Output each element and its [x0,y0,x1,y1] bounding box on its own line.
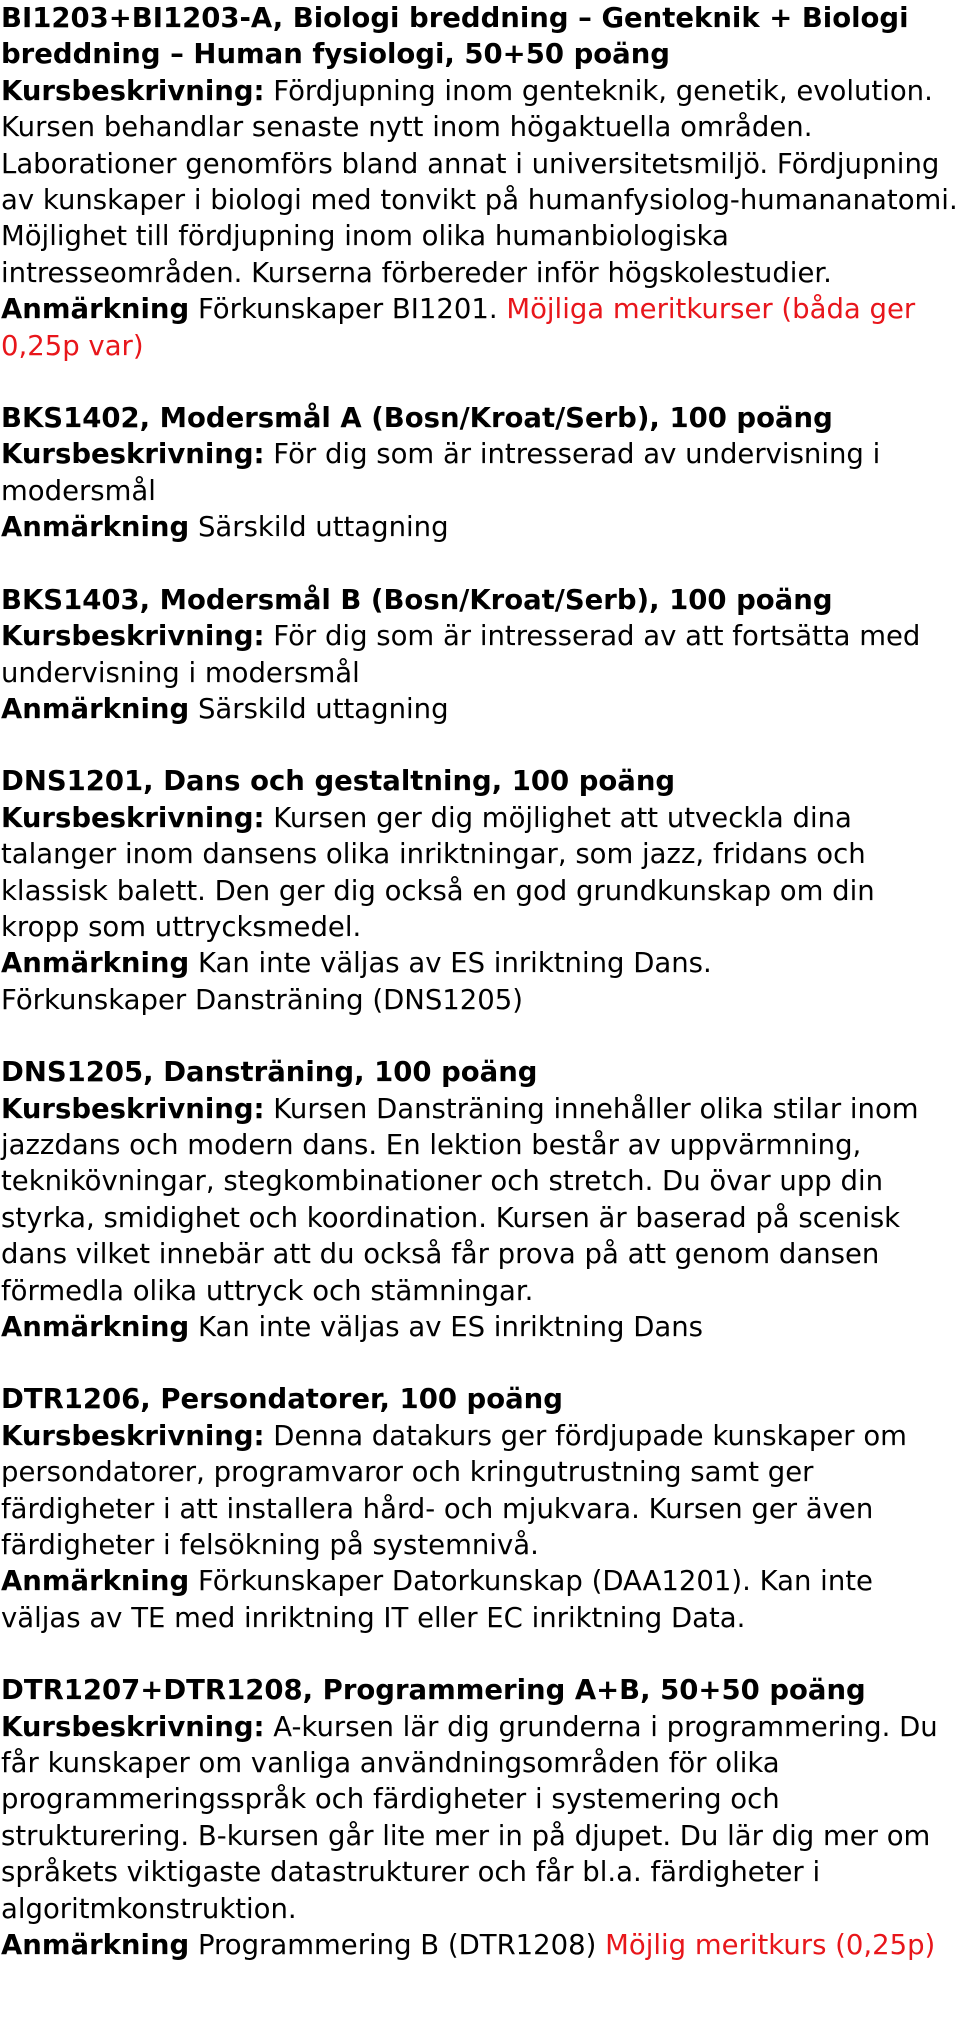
description-label: Kursbeskrivning: [1,1419,265,1452]
description-label: Kursbeskrivning: [1,1092,265,1125]
note-text: Kan inte väljas av ES inriktning Dans [197,1311,704,1343]
description-text: För dig som är intresserad av undervisning i modersmål [1,438,881,507]
course-note [1,691,959,727]
description-text: För dig som är intresserad av att fortsätta med undervisning i modersmål [1,620,921,689]
note-label: Anmärkning [1,293,190,326]
note-text: Särskild uttagning [197,692,449,725]
course-entry [1,400,959,546]
course-entry [1,0,959,364]
course-title: BKS1403, Modersmål B (Bosn/Kroat/Serb), 100 poäng [1,583,833,616]
description-label: Kursbeskrivning: [1,801,265,834]
merit-note: Möjliga meritkurser (båda ger 0,25p var) [1,293,916,362]
note-text: Förkunskaper BI1201. [197,293,498,326]
course-entry [1,582,959,728]
description-text: Denna datakurs ger fördjupade kunskaper om persondatorer, programvaror och kringutrustning samt ger färdigheter i att installera hård- och mjukvara. Kursen ger även färdigheter i felsökning på systemnivå. [1,1419,907,1562]
course-prerequisite: Förkunskaper Dansträning (DNS1205) [1,983,524,1016]
course-note [1,1927,959,1963]
course-description [1,800,959,946]
course-description [1,618,959,691]
course-note [1,1563,959,1636]
course-entry [1,1381,959,1636]
course-note [1,291,959,364]
description-label: Kursbeskrivning: [1,74,265,107]
note-label: Anmärkning [1,1929,190,1962]
description-label: Kursbeskrivning: [1,620,265,653]
course-description [1,1091,959,1309]
course-title: DTR1206, Persondatorer, 100 poäng [1,1383,563,1416]
note-text: Programmering B (DTR1208) [197,1929,597,1962]
course-description [1,436,959,509]
course-entry [1,763,959,1018]
note-text: Förkunskaper Datorkunskap (DAA1201). Kan inte väljas av TE med inriktning IT eller EC inriktning Data. [1,1565,873,1634]
note-label: Anmärkning [1,692,190,725]
course-title: BI1203+BI1203-A, Biologi breddning – Genteknik + Biologi breddning – Human fysiologi, 50+50 poäng [1,2,909,71]
course-description [1,1418,959,1564]
merit-note: Möjlig meritkurs (0,25p) [605,1929,936,1962]
description-text: Kursen ger dig möjlighet att utveckla dina talanger inom dansens olika inriktningar, som jazz, fridans och klassisk balett. Den ger dig också en god grundkunskap om din kropp som uttrycksmedel. [1,801,875,943]
course-entry [1,1672,959,1963]
note-text: Kan inte väljas av ES inriktning Dans. [197,947,712,980]
course-note [1,945,959,981]
description-text: Fördjupning inom genteknik, genetik, evolution. Kursen behandlar senaste nytt inom högaktuella områden. Laborationer genomförs bland annat i universitetsmiljö. Fördjupning av kunskaper i biologi med tonvikt på humanfysiolog-humananatomi. Möjlighet till fördjupning inom olika humanbiologiska intresseområden. Kurserna förbereder inför högskolestudier. [1,74,958,289]
course-title: BKS1402, Modersmål A (Bosn/Kroat/Serb), 100 poäng [1,402,833,435]
course-title: DTR1207+DTR1208, Programmering A+B, 50+50 poäng [1,1674,866,1707]
description-text: A-kursen lär dig grunderna i programmering. Du får kunskaper om vanliga användningsområden för olika programmeringsspråk och färdigheter i systemering och strukturering. B-kursen går lite mer in på djupet. Du lär dig mer om språkets viktigaste datastrukturer och får bl.a. färdigheter i algoritmkonstruktion. [1,1710,938,1925]
course-title: DNS1205, Dansträning, 100 poäng [1,1056,538,1089]
course-note [1,1309,959,1345]
description-label: Kursbeskrivning: [1,438,265,471]
description-text: Kursen Dansträning innehåller olika stilar inom jazzdans och modern dans. En lektion består av uppvärmning, teknikövningar, stegkombinationer och stretch. Du övar upp din styrka, smidighet och koordination. Kursen är baserad på scenisk dans vilket innebär att du också får prova på att genom dansen förmedla olika uttryck och stämningar. [1,1092,919,1307]
note-text: Särskild uttagning [197,511,449,544]
description-label: Kursbeskrivning: [1,1710,265,1743]
course-description [1,1709,959,1927]
note-label: Anmärkning [1,1311,190,1343]
course-title: DNS1201, Dans och gestaltning, 100 poäng [1,765,676,798]
course-description [1,73,959,291]
course-note [1,509,959,545]
note-label: Anmärkning [1,511,190,544]
course-entry [1,1054,959,1345]
note-label: Anmärkning [1,947,190,980]
note-label: Anmärkning [1,1565,190,1598]
